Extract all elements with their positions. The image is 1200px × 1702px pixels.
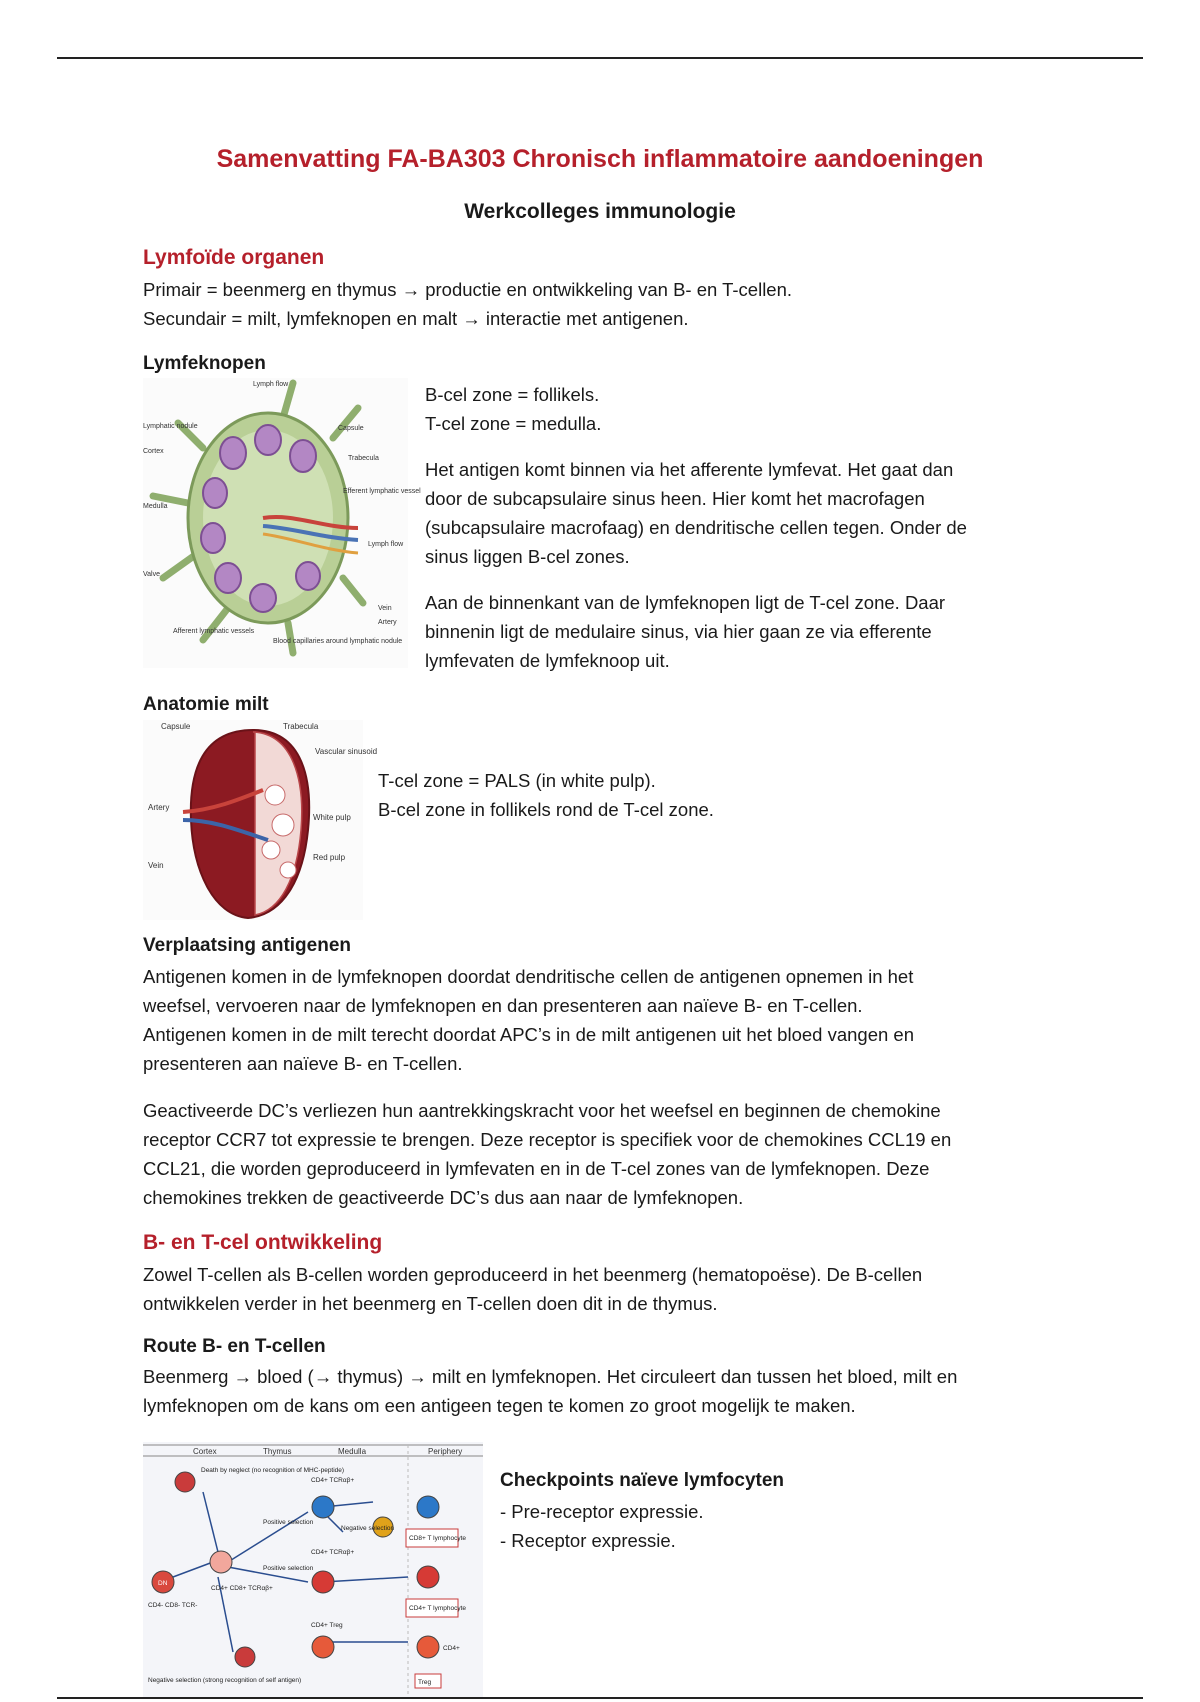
spleen-figure [143,720,378,920]
text-line: (subcapsulaire macrofaag) en dendritische cellen tegen. Onder de [425,517,967,538]
label-capsule: Capsule [161,722,191,731]
text-line: T-cel zone = medulla. [425,413,602,434]
label-artery: Artery [378,619,397,626]
label-white-pulp: White pulp [313,813,351,822]
label-cd4-right: CD4+ [443,1645,460,1652]
text-line: Primair = beenmerg en thymus → productie en ontwikkeling van B- en T-cellen. [143,279,793,300]
heading-verplaatsing-antigenen: Verplaatsing antigenen [143,935,351,956]
lymph-node-figure [143,378,421,668]
top-rule [57,57,1143,59]
route-text [143,1362,957,1420]
verplaatsing-para1 [143,962,914,1078]
label-valve: Valve [143,571,160,578]
label-dn: DN [158,1580,168,1587]
label-cd4-t-lymphocyte: CD4+ T lymphocyte [409,1605,467,1612]
text-line: Aan de binnenkant van de lymfeknopen ligt de T-cel zone. Daar [425,592,946,613]
text-line: Secundair = milt, lymfeknopen en malt → interactie met antigenen. [143,308,689,329]
text-line: Beenmerg → bloed (→ thymus) → milt en lymfeknopen. Het circuleert dan tussen het bloed, milt en [143,1366,958,1387]
text-line: sinus liggen B-cel zones. [425,546,630,567]
text-line: Zowel T-cellen als B-cellen worden geproduceerd in het beenmerg (hematopoëse). De B-cellen [143,1264,923,1285]
text-line: CCL21, die worden geproduceerd in lymfevaten en in de T-cel zones van de lymfeknopen. Deze [143,1158,930,1179]
text-line: ontwikkelen verder in het beenmerg en T-cellen doen dit in de thymus. [143,1293,718,1314]
list-item: - Pre-receptor expressie. [500,1501,704,1522]
bottom-rule [57,1697,1143,1699]
label-lymphatic-nodule: Lymphatic nodule [143,423,198,430]
text-line: Antigenen komen in de lymfeknopen doordat dendritische cellen de antigenen opnemen in het [143,966,914,987]
ontwikkeling-text [143,1260,922,1318]
text-line: Het antigen komt binnen via het afferente lymfevat. Het gaat dan [425,459,954,480]
label-artery: Artery [148,803,170,812]
label-cortex: Cortex [193,1447,217,1456]
label-medulla: Medulla [338,1447,367,1456]
label-vein: Vein [378,605,392,612]
label-vein: Vein [148,861,164,870]
label-lymph-flow-side: Lymph flow [368,541,404,548]
label-trabecula: Trabecula [283,722,319,731]
text-line: T-cel zone = PALS (in white pulp). [378,770,656,791]
text-line: weefsel, vervoeren naar de lymfeknopen en dan presenteren aan naïeve B- en T-cellen. [143,995,863,1016]
label-efferent: Efferent lymphatic vessel [343,488,421,495]
heading-route-bt: Route B- en T-cellen [143,1336,326,1357]
page-subtitle: Werkcolleges immunologie [464,200,736,223]
label-lymph-flow-top: Lymph flow [253,381,289,388]
label-dp-markers: CD4+ CD8+ TCRαβ+ [211,1585,273,1592]
label-cortex: Cortex [143,448,164,455]
text-line: receptor CCR7 tot expressie te brengen. Deze receptor is specifiek voor de chemokines CCL19 en [143,1129,952,1150]
label-periphery: Periphery [428,1447,463,1456]
label-cd8-t-lymphocyte: CD8+ T lymphocyte [409,1535,467,1542]
heading-anatomie-milt: Anatomie milt [143,694,269,715]
label-afferent: Afferent lymphatic vessels [173,628,255,635]
lymfoide-text [143,275,792,333]
text-line: binnenin ligt de medulaire sinus, via hier gaan ze via efferente [425,621,932,642]
heading-lymfoide-organen: Lymfoïde organen [143,246,325,269]
text-line: presenteren aan naïeve B- en T-cellen. [143,1053,463,1074]
lymfeknopen-zones [425,380,601,438]
checkpoints-list [500,1497,704,1555]
label-capsule: Capsule [338,425,364,432]
verplaatsing-para2 [143,1096,951,1212]
label-blood-capillaries: Blood capillaries around lymphatic nodule [273,638,403,645]
thymus-development-figure [143,1442,483,1697]
label-positive-selection-1: Positive selection [263,1519,314,1526]
label-cd4-tcr-1: CD4+ TCRαβ+ [311,1477,355,1484]
text-line: B-cel zone in follikels rond de T-cel zone. [378,799,714,820]
label-treg: Treg [418,1679,432,1686]
text-line: B-cel zone = follikels. [425,384,600,405]
label-death-by-neglect: Death by neglect (no recognition of MHC-peptide) [201,1467,345,1474]
label-cd4-treg: CD4+ Treg [311,1622,343,1629]
text-line: lymfeknopen om de kans om een antigeen tegen te komen zo groot mogelijk te maken. [143,1395,856,1416]
label-negative-selection-2: Negative selection (strong recognition of self antigen) [148,1677,302,1684]
heading-checkpoints: Checkpoints naïeve lymfocyten [500,1470,785,1491]
label-positive-selection-2: Positive selection [263,1565,314,1572]
milt-text [378,766,714,824]
label-thymus: Thymus [263,1447,292,1456]
heading-bt-ontwikkeling: B- en T-cel ontwikkeling [143,1231,383,1254]
lymfeknopen-para1 [425,455,967,571]
text-line: Geactiveerde DC’s verliezen hun aantrekkingskracht voor het weefsel en beginnen de chemokine [143,1100,941,1121]
lymfeknopen-para2 [425,588,945,675]
label-medulla: Medulla [143,503,168,510]
text-line: lymfevaten de lymfeknoop uit. [425,650,670,671]
text-line: chemokines trekken de geactiveerde DC’s dus aan naar de lymfeknopen. [143,1187,744,1208]
label-vascular-sinusoid: Vascular sinusoid [315,747,378,756]
label-cd8-tcr: CD4+ TCRαβ+ [311,1549,355,1556]
page-title: Samenvatting FA-BA303 Chronisch inflammatoire aandoeningen [216,145,984,173]
text-line: Antigenen komen in de milt terecht doordat APC’s in de milt antigenen uit het bloed vangen en [143,1024,914,1045]
label-trabecula: Trabecula [348,455,379,462]
text-line: door de subcapsulaire sinus heen. Hier komt het macrofagen [425,488,925,509]
label-red-pulp: Red pulp [313,853,346,862]
label-dn-markers: CD4- CD8- TCR- [148,1602,198,1609]
list-item: - Receptor expressie. [500,1530,676,1551]
label-negative-selection-1: Negative selection [341,1525,395,1532]
heading-lymfeknopen: Lymfeknopen [143,353,266,374]
